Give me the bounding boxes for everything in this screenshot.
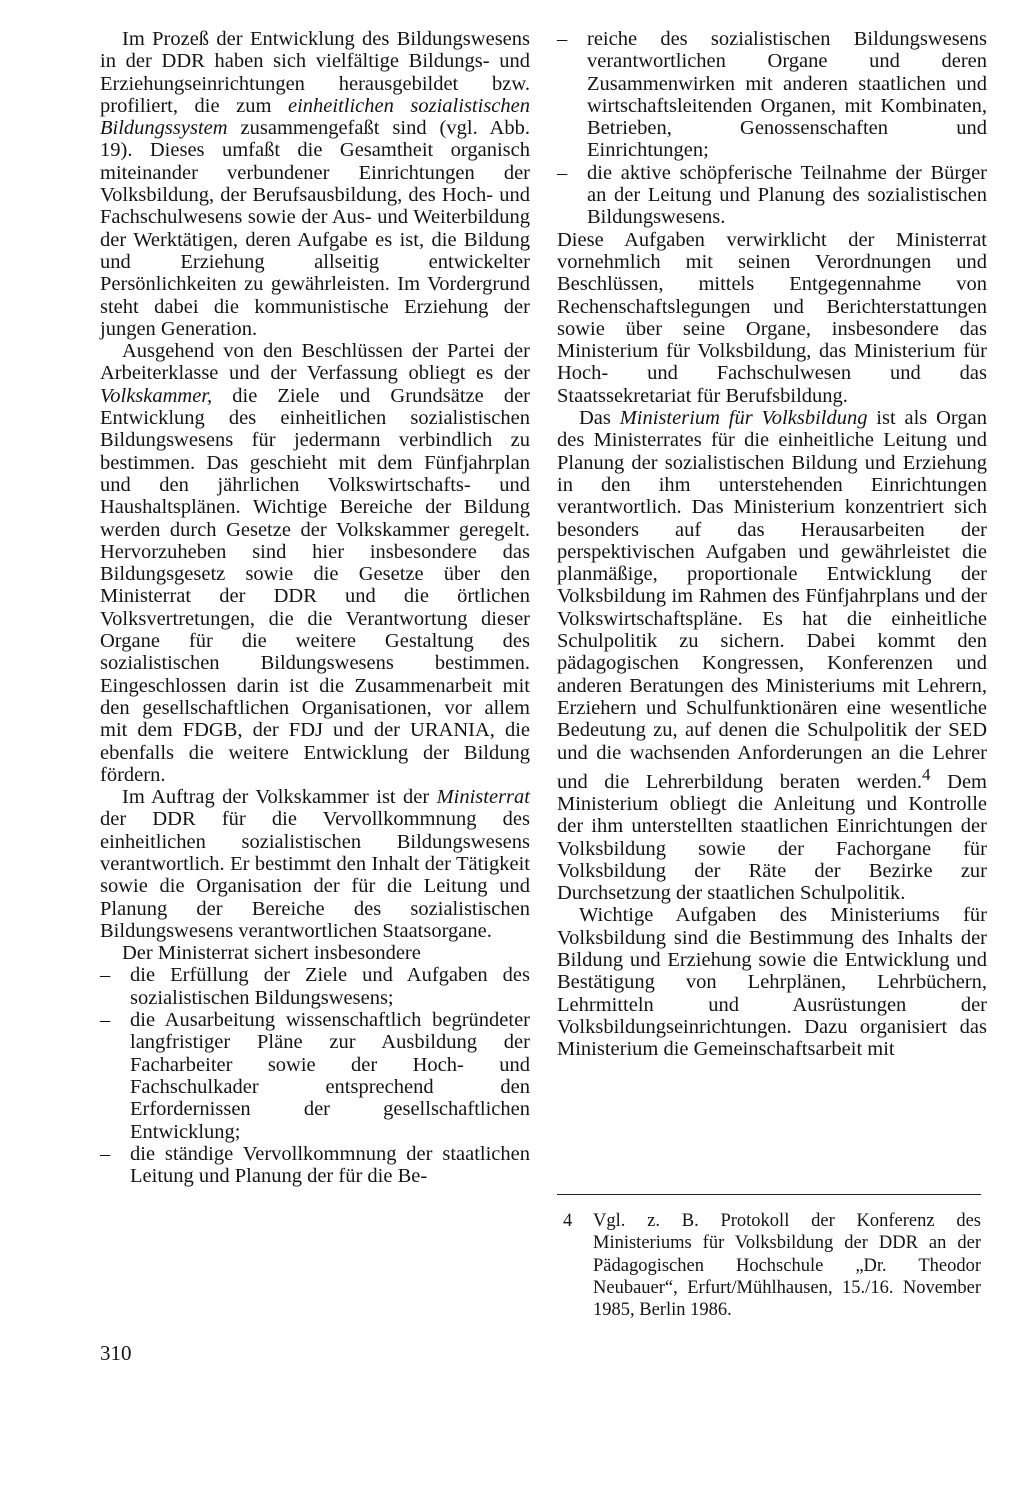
- footnote-divider: [557, 1194, 981, 1195]
- paragraph: Der Ministerrat sichert insbesondere: [122, 942, 421, 965]
- footnote: [563, 1210, 981, 1321]
- text-run: Das: [579, 407, 620, 430]
- text-run: reiche des sozialistischen Bildungswesens verantwortlichen Organe und deren Zusammenwirken mit anderen staatlichen und wirtschaftsleitenden Organen, mit Kombinaten, Betrieben, Genossenschaften und Einrichtungen;: [587, 28, 987, 162]
- emphasis: einheitlichen sozialistischen Bildungssystem: [100, 94, 530, 140]
- paragraph: [557, 407, 987, 904]
- text-run: Ausgehend von den Beschlüssen der Partei der Arbeiterklasse und der Verfassung obliegt es der: [100, 340, 530, 385]
- paragraph: Wichtige Aufgaben des Ministeriums für Volksbildung sind die Bestimmung des Inhalts der Bildung und Erziehung sowie die Entwicklung und Bestätigung von Lehrplänen, Lehrbüchern, Lehrmitteln und Ausrüstungen der Volksbildungseinrichtungen. Dazu organisiert das Ministerium die Gemeinschaftsarbeit mit: [557, 904, 987, 1061]
- list-item: – die aktive schöpferische Teilnahme der Bürger an der Leitung und Planung des sozialistischen Bildungswesens.: [557, 162, 987, 229]
- list-item: – die ständige Vervollkommnung der staatlichen Leitung und Planung der für die Be-: [100, 1143, 530, 1188]
- left-column: [100, 28, 530, 1187]
- dash-list-continued: [557, 28, 987, 229]
- paragraph: [100, 340, 530, 786]
- footnote-marker: 4: [922, 764, 931, 784]
- right-column: [557, 28, 987, 1060]
- paragraph: Diese Aufgaben verwirklicht der Ministerrat vornehmlich mit seinen Verordnungen und Beschlüssen, mittels Entgegennahme von Rechenschaftslegungen und Berichterstattungen sowie über seine Organe, insbesondere das Ministerium für Volksbildung, das Ministerium für Hoch- und Fachschulwesen und das Staatssekretariat für Berufsbildung.: [557, 228, 987, 407]
- list-item: – die Ausarbeitung wissenschaftlich begründeter langfristiger Pläne zur Ausbildung der Facharbeiter sowie der Hoch- und Fachschulkader entsprechend den Erfordernissen der gesellschaftlichen Entwicklung;: [100, 1009, 530, 1143]
- text-run: Im Auftrag der Volkskammer ist der: [122, 786, 437, 809]
- text-run: die Ziele und Grundsätze der Entwicklung des einheitlichen sozialistischen Bildungswesens für jedermann verbindlich zu bestimmen. Das geschieht mit dem Fünfjahrplan und den jährlichen Volkswirtschafts- und Haushaltsplänen. Wichtige Bereiche der Bildung werden durch Gesetze der Volkskammer geregelt. Hervorzuheben sind hier insbesondere das Bildungsgesetz sowie die Gesetze über den Ministerrat der DDR und die örtlichen Volksvertretungen, die die Verantwortung dieser Organe für die weitere Gestaltung des sozialistischen Bildungswesens bestimmen. Eingeschlossen darin ist die Zusammenarbeit mit den gesellschaftlichen Organisationen, vor allem mit dem FDGB, der FDJ und der URANIA, die ebenfalls die weitere Entwicklung der Bildung fördern.: [100, 384, 530, 786]
- emphasis: Ministerrat: [436, 786, 530, 809]
- text-run: ist als Organ des Ministerrates für die einheitliche Leitung und Planung der sozialistischen Bildung und Erziehung in den ihm unterstehenden Einrichtungen verantwortlich. Das Ministerium konzentriert sich besonders auf das Herausarbeiten der perspektivischen Aufgaben und gewährleistet die planmäßige, proportionale Entwicklung der Volksbildung im Rahmen des Fünfjahrplans und der Volkswirtschaftspläne. Es hat die einheitliche Schulpolitik zu sichern. Dabei kommt den pädagogischen Kongressen, Konferenzen und anderen Beratungen des Ministeriums mit Lehrern, Erziehern und Schulfunktionären eine wesentliche Bedeutung zu, auf denen die Schulpolitik der SED und die wachsenden Anforderungen an die Lehrer und die Lehrerbildung beraten werden.: [557, 407, 987, 793]
- text-run: zusammengefaßt sind (vgl. Abb. 19). Dieses umfaßt die Gesamtheit organisch miteinander verbundener Einrichtungen der Volksbildung, der Berufsausbildung, des Hoch- und Fachschulwesens sowie der Aus- und Weiterbildung der Werktätigen, deren Aufgabe es ist, die Bildung und Erziehung allseitig entwickelter Persönlichkeiten zu gewährleisten. Im Vordergrund steht dabei die kommunistische Erziehung der jungen Generation.: [100, 117, 530, 340]
- paragraph: [100, 28, 530, 340]
- text-run: der DDR für die Vervollkommnung des einheitlichen sozialistischen Bildungswesens verantwortlich. Er bestimmt den Inhalt der Tätigkeit sowie die Organisation der für die Leitung und Planung der Bereiche des sozialistischen Bildungswesens verantwortlichen Staatsorgane.: [100, 808, 530, 942]
- text-run: Im Prozeß der Entwicklung des Bildungswesens in der DDR haben sich vielfältige Bildungs- und Erziehungseinrichtungen herausgebildet bzw. profiliert, die zum: [100, 28, 530, 117]
- emphasis: Volkskammer,: [100, 384, 213, 407]
- footnote-number: 4: [563, 1211, 573, 1231]
- paragraph: [100, 786, 530, 942]
- text-run: Dem Ministerium obliegt die Anleitung und Kontrolle der ihm unterstellten staatlichen Einrichtungen der Volksbildung sowie der Fachorgane für Volksbildung der Räte der Bezirke zur Durchsetzung der staatlichen Schulpolitik.: [557, 770, 987, 905]
- dash-list: [100, 964, 530, 1187]
- footnote-text: Vgl. z. B. Protokoll der Konferenz des Ministeriums für Volksbildung der DDR an der Pädagogischen Hochschule „Dr. Theodor Neubauer“, Erfurt/Mühlhausen, 15./16. November 1985, Berlin 1986.: [593, 1211, 981, 1321]
- emphasis: Ministerium für Volksbildung: [619, 407, 868, 430]
- page-number: 310: [100, 1341, 132, 1365]
- list-item: – die Erfüllung der Ziele und Aufgaben des sozialistischen Bildungswesens;: [100, 964, 530, 1009]
- list-item-continued: [557, 28, 987, 162]
